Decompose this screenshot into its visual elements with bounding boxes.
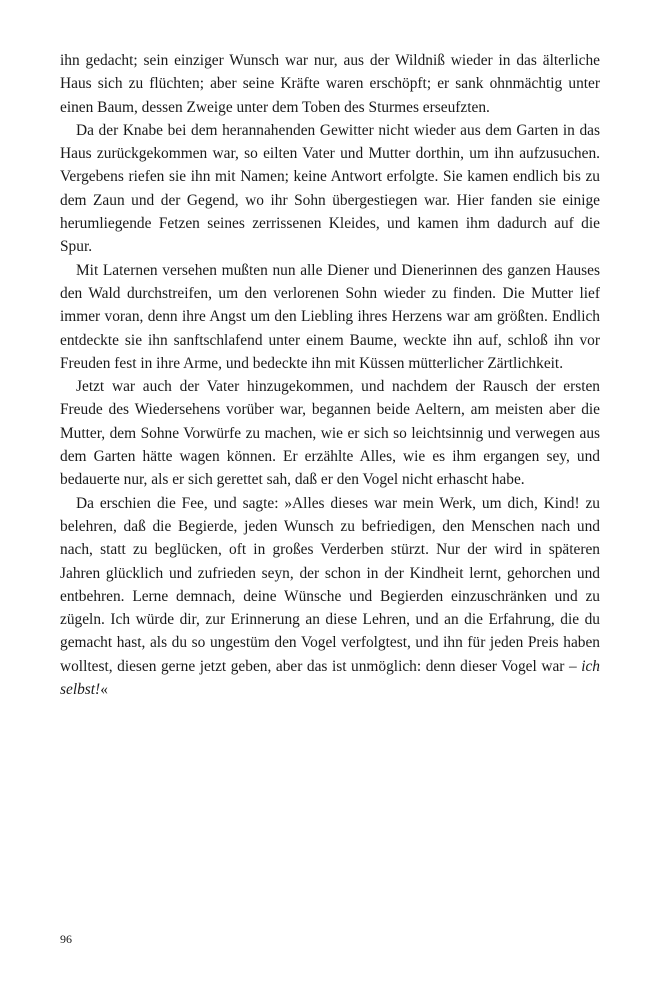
paragraph-2: Da der Knabe bei dem herannahenden Gewitter nicht wieder aus dem Garten in das Haus zurückgekommen war, so eilten Vater und Mutter dorthin, um ihn aufzusuchen. Vergebens riefen sie ihn mit Namen; keine Antwort erfolgte. Sie kamen endlich bis zu dem Zaun und der Gegend, wo ihr Sohn übergestiegen war. Hier fanden sie einige herumliegende Fetzen seines zerrissenen Kleides, und kamen ihm dadurch auf die Spur. — [60, 121, 600, 256]
body-text — [60, 49, 600, 701]
paragraph-5 — [60, 492, 600, 702]
emphasis-ich-selbst: ich selbst! — [60, 657, 600, 699]
paragraph-1: ihn gedacht; sein einziger Wunsch war nur, aus der Wildniß wieder in das älterliche Haus sich zu flüchten; aber seine Kräfte waren erschöpft; er sank ohnmächtig unter einen Baum, dessen Zweige unter dem Toben des Sturmes erseufzten. — [60, 52, 600, 116]
paragraph-3: Mit Laternen versehen mußten nun alle Diener und Dienerinnen des ganzen Hauses den Wald durchstreifen, um den verlorenen Sohn wieder zu finden. Die Mutter lief immer voran, denn ihre Angst um den Liebling ihres Herzens war am größten. Endlich entdeckte sie ihn sanftschlafend unter einem Baume, weckte ihn auf, schloß ihn vor Freuden fest in ihre Arme, und bedeckte ihn mit Küssen mütterlicher Zärtlichkeit. — [60, 261, 600, 372]
page-number: 96 — [60, 932, 72, 946]
paragraph-4: Jetzt war auch der Vater hinzugekommen, und nachdem der Rausch der ersten Freude des Wiedersehens vorüber war, begannen beide Aeltern, am meisten aber die Mutter, dem Sohne Vorwürfe zu machen, wie er sich so leichtsinnig und verwegen aus dem Garten hätte wagen können. Er erzählte Alles, wie es ihm ergangen sey, und bedauerte nur, als er sich gerettet sah, daß er den Vogel nicht erhascht habe. — [60, 378, 600, 489]
paragraph-5-text: Da erschien die Fee, und sagte: »Alles dieses war mein Werk, um dich, Kind! zu belehren, daß die Begierde, jeden Wunsch zu befriedigen, den Menschen nach und nach, statt zu beglücken, oft in großes Verderben stürzt. Nur der wird in späteren Jahren glücklich und zufrieden seyn, der schon in der Kindheit lernt, gehorchen und entbehren. Lerne demnach, deine Wünsche und Begierden einzuschränken und zu zügeln. Ich würde dir, zur Erinnerung an diese Lehren, und an die Erfahrung, die du gemacht hast, als du so ungestüm den Vogel verfolgtest, und ihn für jeden Preis haben wolltest, diesen gerne jetzt geben, aber das ist unmöglich: denn dieser Vogel war – — [60, 494, 600, 675]
closing-quote: « — [100, 681, 108, 699]
